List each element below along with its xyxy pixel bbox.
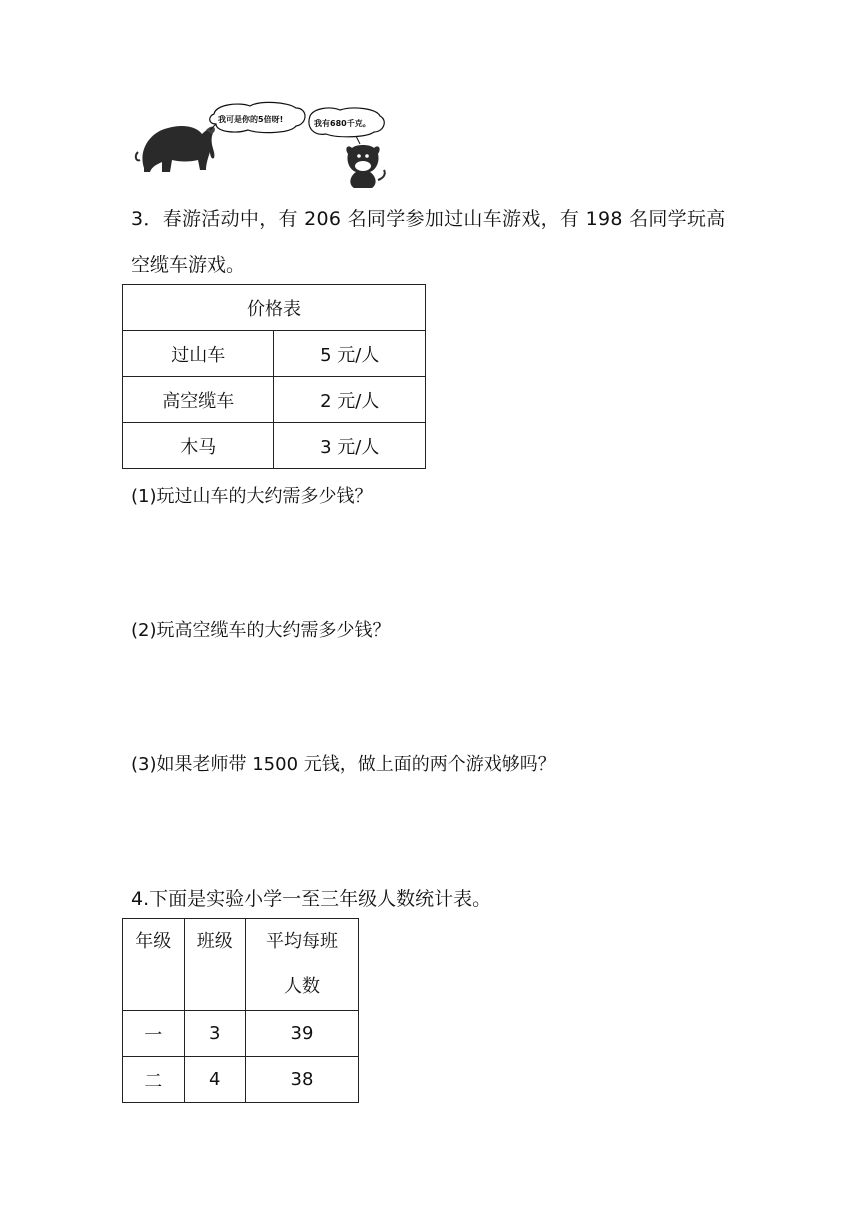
table-row <box>123 423 426 469</box>
table-header-row <box>123 919 359 1011</box>
grade-cell: 二 <box>123 1057 185 1103</box>
subquestion-2: (2)玩高空缆车的大约需多少钱？ <box>131 620 391 641</box>
price-value: 5 元/人 <box>274 331 426 377</box>
price-item: 过山车 <box>123 331 274 377</box>
price-table <box>122 284 426 469</box>
question-3-text: 3．春游活动中，有 206 名同学参加过山车游戏，有 198 名同学玩高 <box>131 208 726 230</box>
elephant-speech-text: 我可是你的5倍呀! <box>218 115 284 124</box>
price-item: 木马 <box>123 423 274 469</box>
elephant-icon <box>136 126 215 172</box>
header-average-line1: 平均每班 <box>266 931 338 952</box>
subquestion-1: (1)玩过山车的大约需多少钱？ <box>131 486 373 507</box>
header-grade: 年级 <box>123 919 185 1011</box>
header-average <box>246 919 359 1011</box>
cow-icon <box>346 145 384 188</box>
average-cell: 38 <box>246 1057 359 1103</box>
cow-speech-bubble <box>309 108 384 144</box>
price-value: 2 元/人 <box>274 377 426 423</box>
price-item: 高空缆车 <box>123 377 274 423</box>
table-row <box>123 331 426 377</box>
table-row <box>123 377 426 423</box>
elephant-speech-bubble <box>210 102 305 132</box>
question-4-text: 4.下面是实验小学一至三年级人数统计表。 <box>131 888 492 910</box>
header-average-line2: 人数 <box>284 976 320 997</box>
question-3-text-continued: 空缆车游戏。 <box>131 254 246 276</box>
grade-cell: 一 <box>123 1011 185 1057</box>
average-cell: 39 <box>246 1011 359 1057</box>
grade-stats-table <box>122 918 359 1103</box>
subquestion-3: (3)如果老师带 1500 元钱，做上面的两个游戏够吗？ <box>131 754 556 775</box>
price-table-title: 价格表 <box>123 285 426 331</box>
elephant-cow-illustration <box>130 100 390 192</box>
price-table-title-row <box>123 285 426 331</box>
cow-speech-text: 我有680千克。 <box>314 119 371 128</box>
table-row <box>123 1011 359 1057</box>
price-value: 3 元/人 <box>274 423 426 469</box>
classes-cell: 3 <box>184 1011 246 1057</box>
classes-cell: 4 <box>184 1057 246 1103</box>
header-classes: 班级 <box>184 919 246 1011</box>
table-row <box>123 1057 359 1103</box>
